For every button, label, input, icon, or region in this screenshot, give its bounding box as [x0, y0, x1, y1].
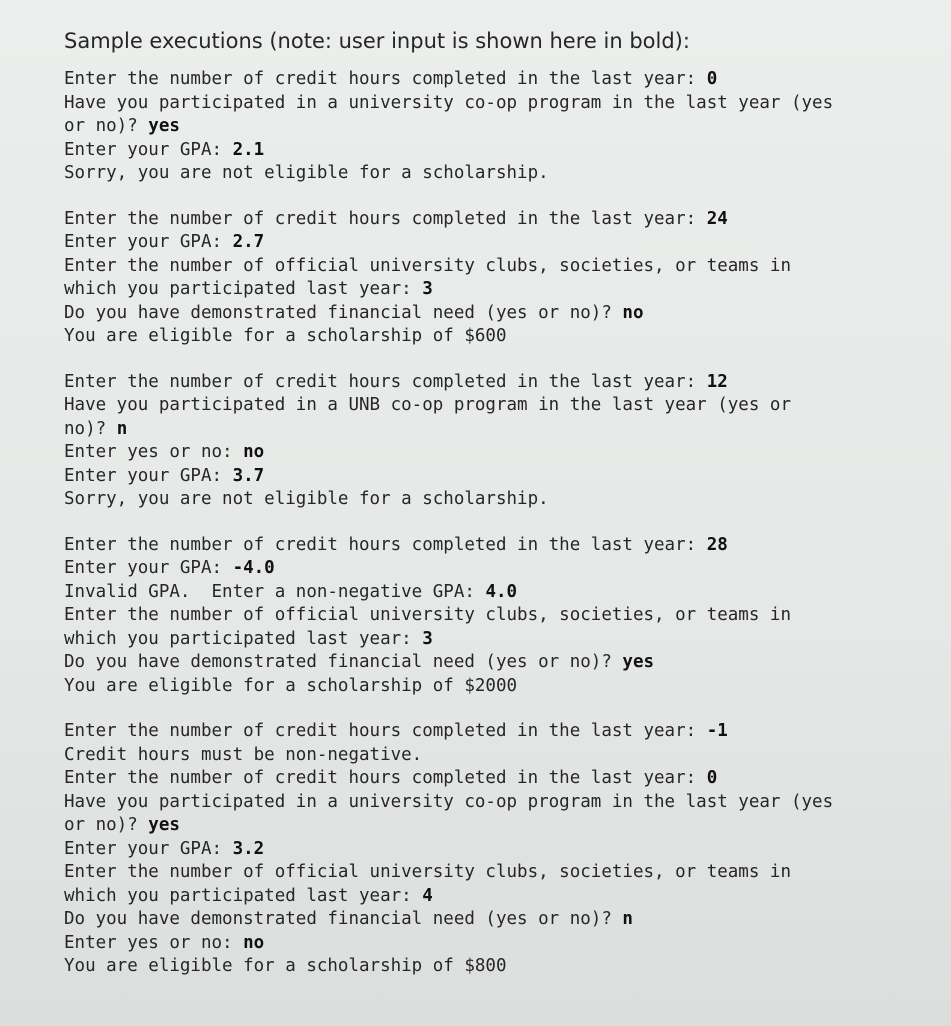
- prompt-text: no)?: [64, 418, 117, 439]
- prompt-text: which you participated last year:: [64, 279, 423, 299]
- prompt-text: Enter your GPA:: [64, 838, 233, 859]
- console-line: [64, 838, 911, 862]
- prompt-text: which you participated last year:: [64, 885, 423, 906]
- user-input: yes: [622, 652, 655, 672]
- prompt-text: Enter the number of credit hours completed in the last year:: [64, 768, 707, 788]
- console-line: [64, 302, 911, 326]
- user-input: no: [622, 302, 644, 323]
- prompt-text: You are eligible for a scholarship of $2000: [64, 675, 518, 696]
- sample-executions-heading: Sample executions (note: user input is shown here in bold):: [64, 29, 690, 53]
- console-line: [64, 581, 911, 605]
- console-line: [64, 814, 911, 838]
- user-input: 3: [422, 279, 433, 299]
- prompt-text: Do you have demonstrated financial need (yes or no)?: [64, 302, 623, 323]
- console-line: [64, 675, 911, 699]
- console-line: [64, 628, 911, 652]
- user-input: -1: [706, 721, 728, 741]
- prompt-text: Sorry, you are not eligible for a scholarship.: [64, 163, 549, 183]
- prompt-text: Have you participated in a university co-op program in the last year (yes: [64, 791, 834, 812]
- user-input: 3: [422, 628, 433, 649]
- console-line: [64, 208, 911, 232]
- prompt-text: Have you participated in a university co-op program in the last year (yes: [64, 92, 834, 113]
- console-line: [64, 791, 911, 815]
- prompt-text: Enter the number of credit hours completed in the last year:: [64, 534, 707, 555]
- console-line: [64, 441, 911, 465]
- console-line: [64, 720, 911, 744]
- prompt-text: which you participated last year:: [64, 628, 423, 649]
- prompt-text: Enter the number of official university clubs, societies, or teams in: [64, 605, 791, 625]
- user-input: n: [622, 909, 633, 929]
- console-line: [64, 651, 911, 675]
- user-input: 4: [422, 885, 433, 906]
- prompt-text: Have you participated in a UNB co-op program in the last year (yes or: [64, 395, 791, 415]
- console-line: [64, 139, 911, 163]
- user-input: -4.0: [232, 558, 275, 578]
- console-line: [64, 115, 911, 139]
- console-line: [64, 767, 911, 791]
- user-input: 3.2: [232, 838, 265, 859]
- console-line: [64, 255, 911, 279]
- user-input: yes: [148, 815, 180, 835]
- user-input: 24: [706, 208, 728, 229]
- prompt-text: or no)?: [64, 815, 149, 835]
- console-line: [64, 465, 911, 489]
- prompt-text: You are eligible for a scholarship of $600: [64, 326, 507, 346]
- execution-block: [64, 68, 911, 186]
- console-line: [64, 604, 911, 628]
- user-input: 28: [706, 534, 728, 555]
- prompt-text: Enter your GPA:: [64, 232, 233, 252]
- console-line: [64, 278, 911, 302]
- console-line: [64, 488, 911, 512]
- console-line: [64, 744, 911, 768]
- execution-block: [64, 534, 911, 699]
- user-input: 2.7: [232, 232, 265, 252]
- prompt-text: Do you have demonstrated financial need (yes or no)?: [64, 652, 623, 672]
- execution-block: [64, 208, 911, 349]
- console-line: [64, 885, 911, 909]
- user-input: 12: [706, 371, 728, 392]
- prompt-text: Enter yes or no:: [64, 932, 244, 953]
- prompt-text: Do you have demonstrated financial need (yes or no)?: [64, 909, 623, 929]
- user-input: no: [243, 442, 265, 462]
- console-line: [64, 92, 911, 116]
- prompt-text: or no)?: [64, 116, 149, 136]
- prompt-text: Credit hours must be non-negative.: [64, 744, 423, 765]
- sample-executions-list: [64, 68, 911, 979]
- user-input: 4.0: [485, 581, 518, 602]
- execution-block: [64, 371, 911, 512]
- prompt-text: Enter the number of credit hours completed in the last year:: [64, 721, 707, 741]
- user-input: 3.7: [232, 465, 265, 486]
- user-input: yes: [148, 116, 180, 136]
- console-line: [64, 932, 911, 956]
- console-line: [64, 955, 911, 979]
- prompt-text: Enter your GPA:: [64, 558, 233, 578]
- console-line: [64, 861, 911, 885]
- user-input: n: [116, 418, 128, 439]
- console-line: [64, 231, 911, 255]
- prompt-text: Enter the number of credit hours completed in the last year:: [64, 208, 707, 229]
- console-line: [64, 394, 911, 418]
- console-line: [64, 908, 911, 932]
- console-line: [64, 418, 911, 442]
- user-input: 2.1: [232, 139, 265, 160]
- console-line: [64, 325, 911, 349]
- prompt-text: Enter the number of credit hours completed in the last year:: [64, 69, 707, 89]
- prompt-text: Enter your GPA:: [64, 139, 233, 160]
- prompt-text: Enter the number of official university clubs, societies, or teams in: [64, 255, 791, 276]
- prompt-text: You are eligible for a scholarship of $800: [64, 956, 507, 976]
- prompt-text: Enter the number of credit hours completed in the last year:: [64, 371, 707, 392]
- user-input: 0: [706, 69, 718, 89]
- console-line: [64, 162, 911, 186]
- prompt-text: Invalid GPA. Enter a non-negative GPA:: [64, 581, 486, 602]
- console-line: [64, 371, 911, 395]
- prompt-text: Enter the number of official university clubs, societies, or teams in: [64, 862, 791, 882]
- user-input: 0: [706, 768, 718, 788]
- console-line: [64, 68, 911, 92]
- prompt-text: Enter yes or no:: [64, 442, 244, 462]
- prompt-text: Enter your GPA:: [64, 465, 233, 486]
- console-line: [64, 557, 911, 581]
- user-input: no: [243, 932, 265, 953]
- prompt-text: Sorry, you are not eligible for a scholarship.: [64, 489, 549, 509]
- execution-block: [64, 720, 911, 979]
- console-line: [64, 534, 911, 558]
